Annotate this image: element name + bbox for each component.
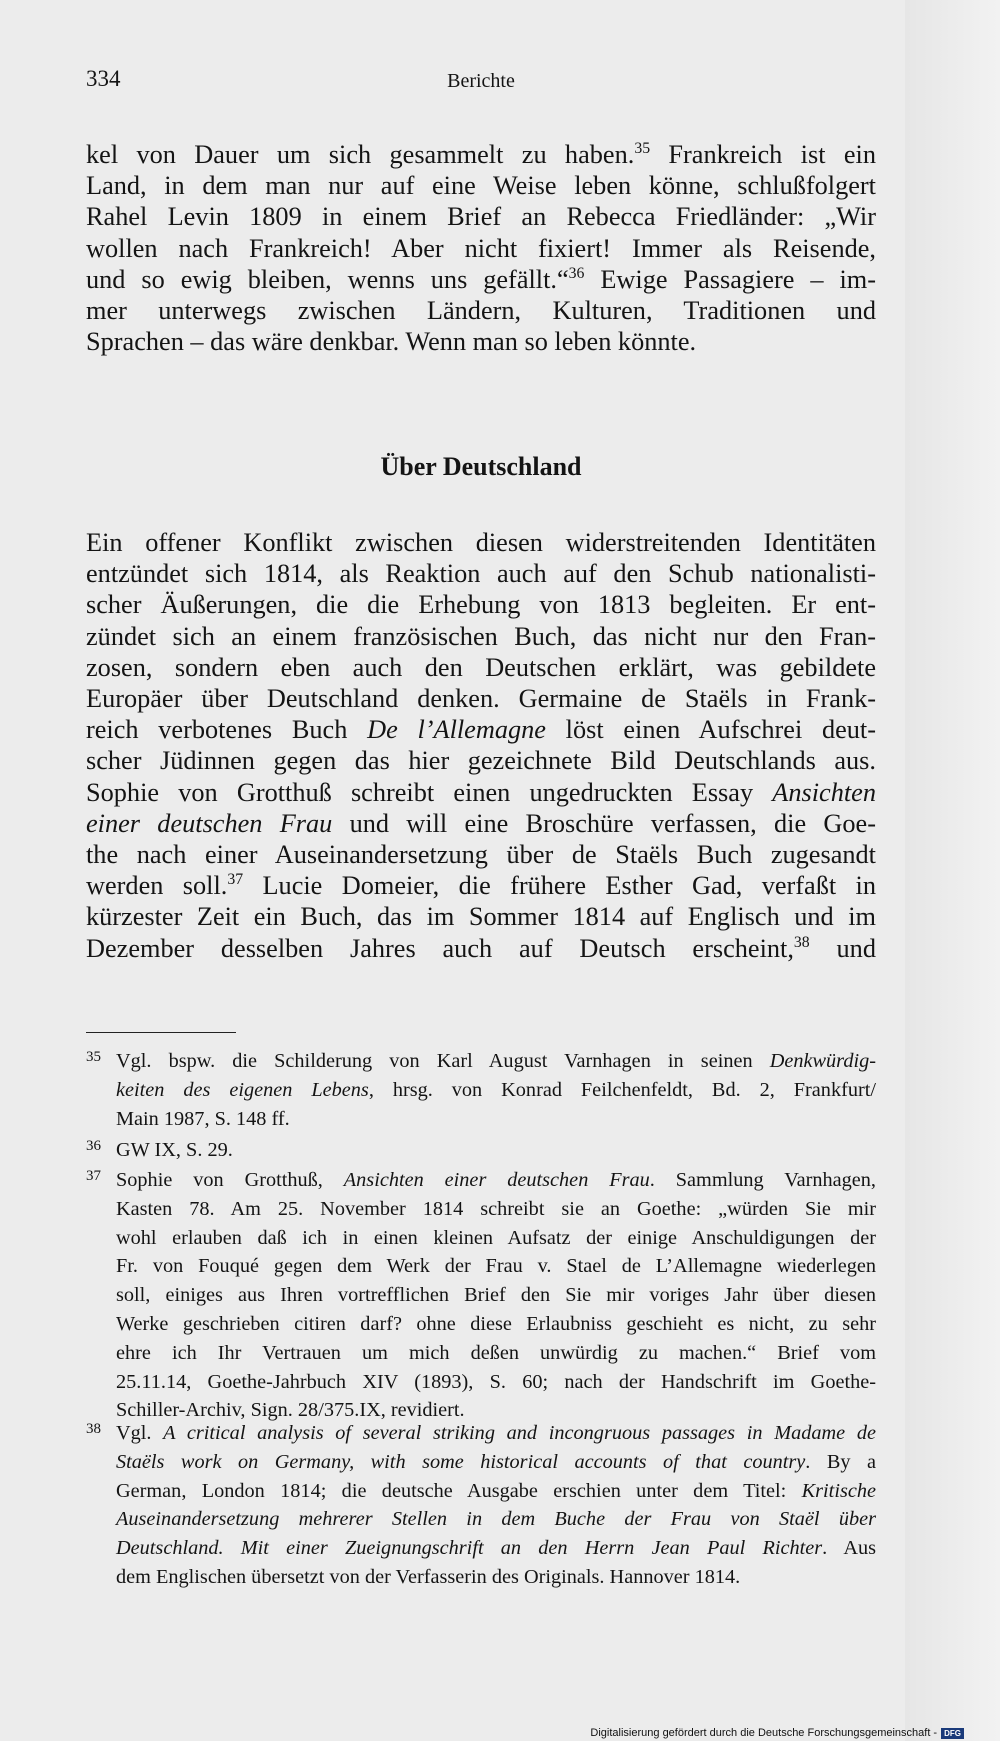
- essay-title: einer deutschen Frau: [86, 808, 333, 838]
- page-header: [86, 66, 876, 106]
- text-line: Dezember desselben Jahres auch auf Deutsch erscheint,$^{38}$ und: [86, 933, 876, 963]
- paragraph-1: [86, 139, 876, 357]
- text-line: entzündet sich 1814, als Reaktion auch auf den Schub nationalisti-: [86, 559, 876, 589]
- text-line: Schiller-Archiv, Sign. 28/375.IX, revidiert.: [116, 1399, 465, 1422]
- text-line: wollen nach Frankreich! Aber nicht fixiert! Immer als Reisende,: [86, 233, 876, 263]
- text-line: kel von Dauer um sich gesammelt zu haben.$^{35}$ Frankreich ist ein: [86, 140, 876, 169]
- text-line: Sophie von Grotthuß, Ansichten einer deutschen Frau. Sammlung Varnhagen,: [116, 1169, 876, 1191]
- credit-text: Digitalisierung gefördert durch die Deutsche Forschungsgemeinschaft -: [590, 1727, 938, 1739]
- text-line: Main 1987, S. 148 ff.: [116, 1107, 290, 1130]
- text-line: ehre ich Ihr Vertrauen um mich deßen unwürdig zu machen.“ Brief vom: [116, 1341, 876, 1364]
- paragraph-2: [86, 527, 876, 964]
- text-line: German, London 1814; die deutsche Ausgabe erschien unter dem Titel: Kritische: [116, 1479, 876, 1502]
- text-line: Kasten 78. Am 25. November 1814 schreibt sie an Goethe: „würden Sie mir: [116, 1197, 876, 1220]
- footnote-ref-38[interactable]: 38: [793, 933, 810, 951]
- footnote-35: [86, 1047, 876, 1133]
- footnote-ref-36[interactable]: 36: [568, 265, 585, 283]
- text-line: scher Jüdinnen gegen das hier gezeichnete Bild Deutschlands aus.: [86, 746, 876, 776]
- text-line: Sophie von Grotthuß schreibt einen ungedruckten Essay Ansichten: [86, 777, 876, 807]
- text-line: Europäer über Deutschland denken. Germaine de Staëls in Frank-: [86, 684, 876, 714]
- text-line: Deutschland. Mit einer Zueignungschrift an den Herrn Jean Paul Richter. Aus: [116, 1537, 876, 1560]
- footnote-36: [86, 1136, 876, 1165]
- text-line: the nach einer Auseinandersetzung über de Staëls Buch zugesandt: [86, 840, 876, 870]
- footnote-number: 35: [86, 1049, 101, 1065]
- footnote-number: 37: [86, 1168, 101, 1184]
- footnote-divider: [86, 1032, 236, 1033]
- text-line: zosen, sondern eben auch den Deutschen erklärt, was gebildete: [86, 652, 876, 682]
- text-line: wohl erlauben daß ich in einen kleinen Aufsatz der einige Anschuldigungen der: [116, 1226, 876, 1249]
- text-line: mer unterwegs zwischen Ländern, Kulturen, Traditionen und: [86, 296, 876, 326]
- essay-title: Ansichten: [772, 777, 876, 807]
- text-line: Sprachen – das wäre denkbar. Wenn man so leben könnte.: [86, 327, 697, 357]
- digitization-credit: [590, 1727, 964, 1739]
- text-line: reich verbotenes Buch De l’Allemagne löst einen Aufschrei deut-: [86, 715, 876, 745]
- text-line: Fr. von Fouqué gegen dem Werk der Frau v. Stael de L’Allemagne wiederlegen: [116, 1255, 876, 1278]
- book-title: De l’Allemagne: [367, 715, 546, 745]
- text-line: zündet sich an einem französischen Buch, das nicht nur den Fran-: [86, 621, 876, 651]
- text-line: Ein offener Konflikt zwischen diesen widerstreitenden Identitäten: [86, 528, 876, 557]
- text-line: scher Äußerungen, die die Erhebung von 1813 begleiten. Er ent-: [86, 590, 876, 620]
- footnote-number: 36: [86, 1138, 101, 1154]
- text-line: Vgl. A critical analysis of several striking and incongruous passages in Madame de: [116, 1422, 876, 1444]
- text-line: Werke geschrieben citiren darf? ohne diese Erlaubniss geschieht es nicht, zu sehr: [116, 1312, 876, 1335]
- text-line: dem Englischen übersetzt von der Verfasserin des Originals. Hannover 1814.: [116, 1565, 741, 1588]
- text-line: 25.11.14, Goethe-Jahrbuch XIV (1893), S. 60; nach der Handschrift im Goethe-: [116, 1370, 876, 1393]
- footnote-number: 38: [86, 1421, 101, 1437]
- footnote-38: [86, 1419, 876, 1592]
- text-line: Rahel Levin 1809 in einem Brief an Rebecca Friedländer: „Wir: [86, 202, 876, 232]
- text-line: Auseinandersetzung mehrerer Stellen in dem Buche der Frau von Staël über: [116, 1508, 876, 1531]
- text-line: Vgl. bspw. die Schilderung von Karl August Varnhagen in seinen Denkwürdig-: [116, 1050, 876, 1072]
- section-heading: Über Deutschland: [380, 452, 582, 481]
- footnote-37: [86, 1166, 876, 1425]
- text-line: GW IX, S. 29.: [116, 1139, 233, 1161]
- adjacent-page-edge: [905, 0, 1000, 1741]
- text-line: und so ewig bleiben, wenns uns gefällt.“$^{36}$ Ewige Passagiere – im-: [86, 264, 876, 294]
- text-line: einer deutschen Frau und will eine Broschüre verfassen, die Goe-: [86, 808, 876, 838]
- page-number: 334: [86, 66, 121, 91]
- dfg-logo: DFG: [941, 1728, 964, 1739]
- running-head: Berichte: [447, 70, 515, 92]
- text-line: soll, einiges aus Ihren vortrefflichen Brief den Sie mir voriges Jahr über diesen: [116, 1284, 876, 1307]
- text-line: kürzester Zeit ein Buch, das im Sommer 1814 auf Englisch und im: [86, 902, 876, 932]
- text-line: werden soll.$^{37}$ Lucie Domeier, die frühere Esther Gad, verfaßt in: [86, 871, 877, 901]
- text-line: keiten des eigenen Lebens, hrsg. von Konrad Feilchenfeldt, Bd. 2, Frankfurt/: [116, 1078, 876, 1101]
- footnote-ref-35[interactable]: 35: [634, 140, 651, 158]
- footnote-ref-37[interactable]: 37: [227, 871, 244, 889]
- text-line: Land, in dem man nur auf eine Weise leben könne, schlußfolgert: [86, 171, 876, 201]
- text-line: Staëls work on Germany, with some historical accounts of that country. By a: [116, 1450, 876, 1473]
